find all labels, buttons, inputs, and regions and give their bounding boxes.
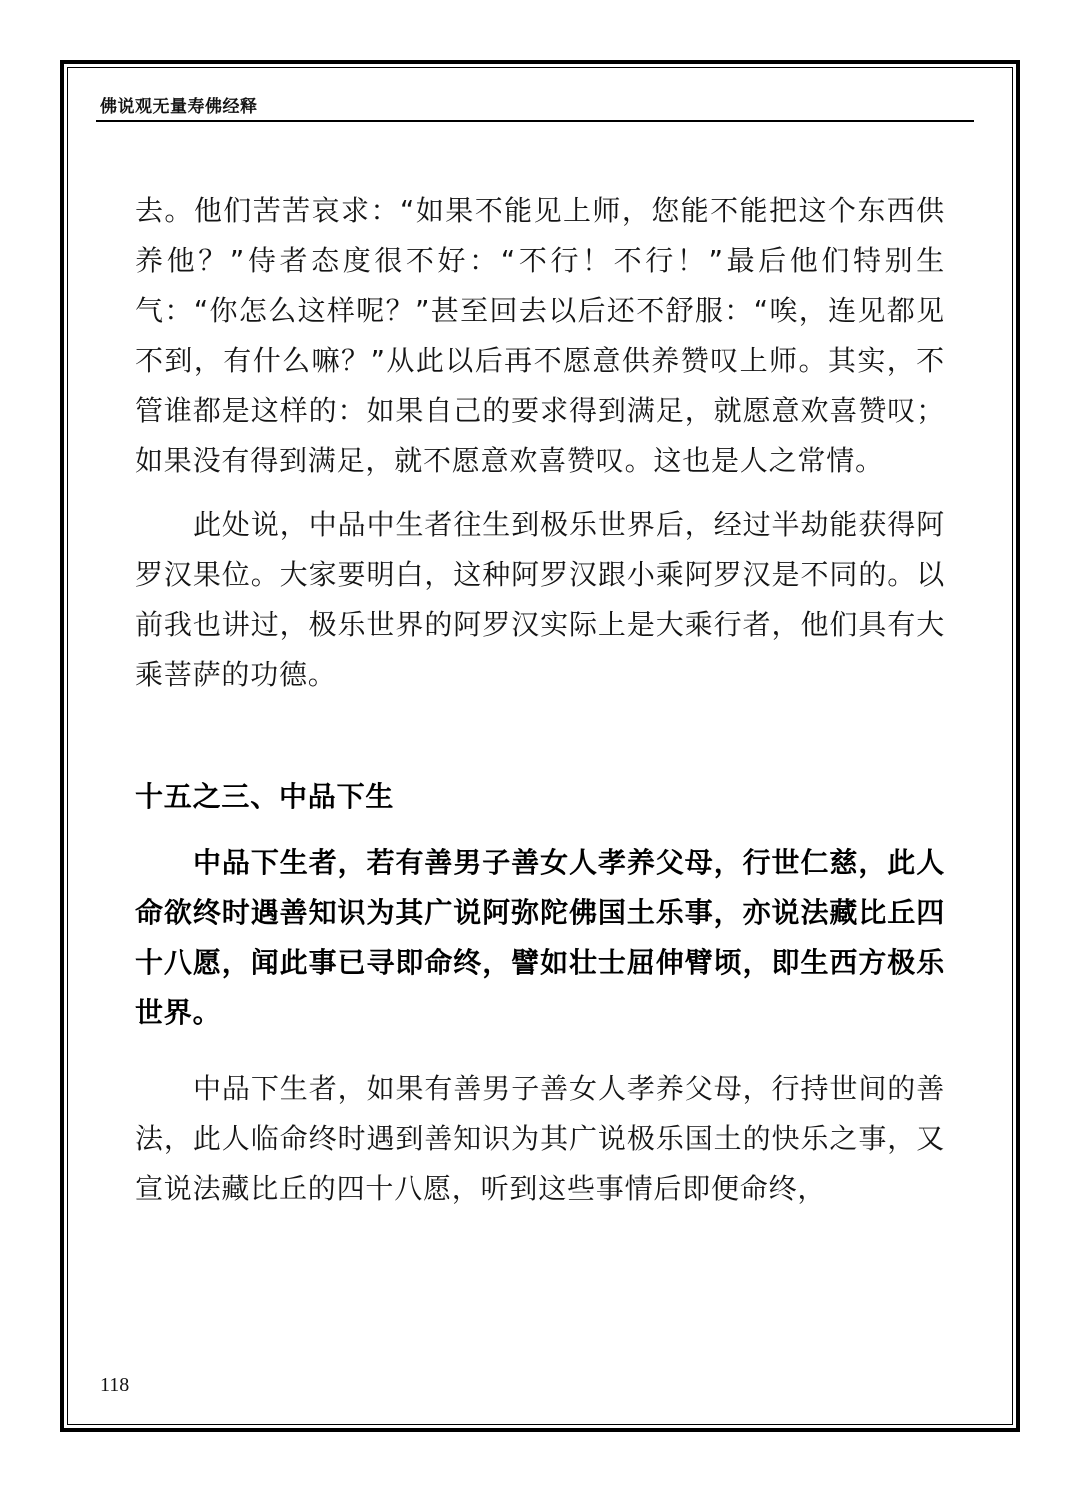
body-paragraph-3: 中品下生者，如果有善男子善女人孝养父母，行持世间的善法，此人临命终时遇到善知识为其广说极乐国土的快乐之事，又宣说法藏比丘的四十八愿，听到这些事情后即便命终， [135,1072,945,1205]
section-heading: 十五之三、中品下生 [135,780,395,813]
running-header-title: 佛说观无量寿佛经释 [100,97,258,117]
body-paragraph-1: 去。他们苦苦哀求：“如果不能见上师，您能不能把这个东西供养他？”侍者态度很不好：“不行！不行！”最后他们特别生气：“你怎么这样呢？”甚至回去以后还不舒服：“唉，连见都见不到，有什么嘛？”从此以后再不愿意供养赞叹上师。其实，不管谁都是这样的：如果自己的要求得到满足，就愿意欢喜赞叹；如果没有得到满足，就不愿意欢喜赞叹。这也是人之常情。 [135,194,945,477]
body-paragraph-2: 此处说，中品中生者往生到极乐世界后，经过半劫能获得阿罗汉果位。大家要明白，这种阿罗汉跟小乘阿罗汉是不同的。以前我也讲过，极乐世界的阿罗汉实际上是大乘行者，他们具有大乘菩萨的功德。 [135,508,945,691]
header-divider [96,120,974,122]
page-body [135,186,945,1214]
sutra-quote: 中品下生者，若有善男子善女人孝养父母，行世仁慈，此人命欲终时遇善知识为其广说阿弥陀佛国土乐事，亦说法藏比丘四十八愿，闻此事已寻即命终，譬如壮士屈伸臂顷，即生西方极乐世界。 [135,846,945,1029]
page-number: 118 [100,1374,130,1396]
